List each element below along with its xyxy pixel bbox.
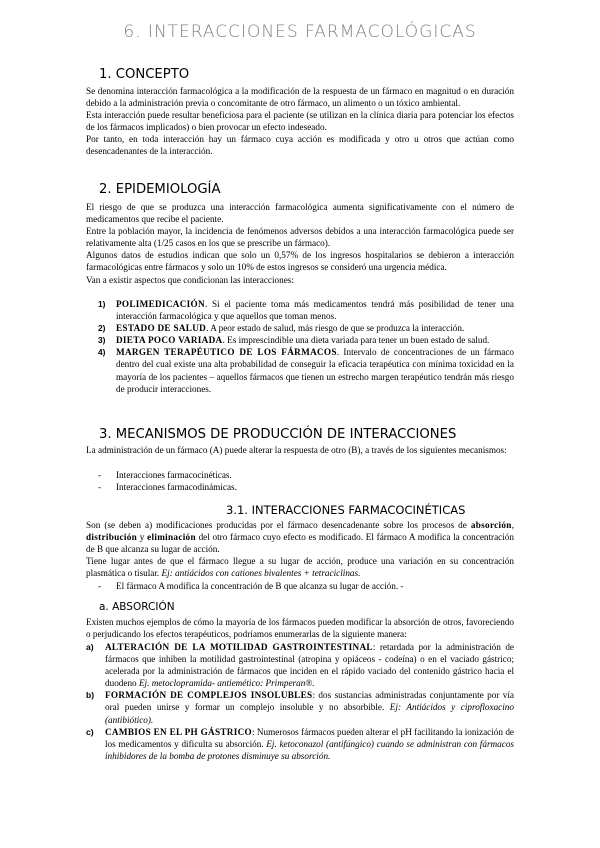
list-term: FORMACIÓN DE COMPLEJOS INSOLUBLES: [105, 690, 313, 701]
bullet-item: [86, 580, 514, 592]
text-run: Son (se deben a) modificaciones producidas por el fármaco desencadenante sobre los procesos de: [86, 520, 471, 530]
list-text: . Si el paciente toma más medicamentos tendrá más posibilidad de tener una interacción farmacológica y que aquellos que toman menos.: [116, 299, 514, 322]
list-text: . Intervalo de concentraciones de un fármaco dentro del cual existe una alta probabilidad de conseguir la eficacia terapéutica con mínima toxicidad en la mayoría de los pacientes – aquellos fármacos que tienen un estrecho margen terapéutico tendrán más riesgo de producir interacciones.: [116, 347, 514, 394]
paragraph: Existen muchos ejemplos de cómo la mayoría de los fármacos pueden modificar la absorción de otros, favoreciendo o perjudicando los efectos terapéuticos, podríamos enumerarlas de la siguiente manera:: [86, 617, 514, 640]
paragraph: Por tanto, en toda interacción hay un fármaco cuya acción es modificada y otro u otros que actúan como desencadenantes de la interacción.: [86, 134, 514, 157]
bullet-item: [86, 481, 514, 493]
example-text: Ej: antiácidos con cationes bivalentes + tetraciclinas.: [161, 568, 361, 579]
dash-glyph: -: [98, 482, 102, 493]
absorcion-list: [86, 641, 514, 762]
text-run: del otro fármaco cuyo efecto es modificado. El fármaco A modifica la concentración de B que alcanza su lugar de acción.: [86, 532, 514, 555]
section-concepto-body: [86, 85, 514, 158]
bullet-item: [86, 469, 514, 481]
mechanisms-list: [86, 469, 514, 493]
list-item: [86, 726, 514, 762]
section-heading-concepto: 1. CONCEPTO: [99, 67, 190, 82]
paragraph: Van a existir aspectos que condicionan las interacciones:: [86, 274, 294, 285]
list-text: . A peor estado de salud, más riesgo de que se produzca la interacción.: [206, 323, 465, 334]
list-term: MARGEN TERAPÉUTICO DE LOS FÁRMACOS: [116, 347, 337, 358]
dash-glyph: -: [98, 581, 102, 591]
list-item: [86, 334, 514, 346]
list-text: . Es imprescindible una dieta variada para tener un buen estado de salud.: [222, 335, 490, 346]
paragraph: La administración de un fármaco (A) puede alterar la respuesta de otro (B), a través de los siguientes mecanismos:: [86, 445, 507, 455]
subsection-heading-farmacocineticas: 3.1. INTERACCIONES FARMACOCINÉTICAS: [226, 503, 466, 517]
section-heading-epidemiologia: 2. EPIDEMIOLOGÍA: [99, 182, 221, 197]
list-term: DIETA POCO VARIADA: [116, 335, 223, 346]
text-run: Tiene lugar antes de que el fármaco llegue a su lugar de acción, produce una variación en su concentración plasmática o tisular.: [86, 556, 514, 579]
bullet-text: Interacciones farmacocinéticas.: [116, 470, 232, 480]
subsubsection-heading-absorcion: a. ABSORCIÓN: [99, 601, 175, 613]
list-term: CAMBIOS EN EL PH GÁSTRICO: [105, 726, 252, 737]
section-mecanismos-body: [86, 444, 514, 456]
list-number: 4): [98, 347, 106, 358]
paragraph: Se denomina interacción farmacológica a la modificación de la respuesta de un fármaco en magnitud o en duración debido a la administración previa o concomitante de otro fármaco, un alimento o un tóxico ambiental.: [86, 86, 514, 109]
list-term: POLIMEDICACIÓN: [116, 299, 205, 309]
farmacocineticas-bullets: [86, 580, 514, 592]
list-item: [86, 322, 514, 334]
text-run: y: [137, 532, 148, 543]
bullet-text: El fármaco A modifica la concentración de B que alcanza su lugar de acción. -: [116, 581, 404, 591]
list-letter: b): [86, 690, 95, 701]
section-epidemiologia-body: [86, 201, 514, 286]
paragraph: El riesgo de que se produzca una interacción farmacológica aumenta significativamente con el número de medicamentos que recibe el paciente.: [86, 202, 514, 225]
example-text: Ej. ketoconazol (antifúngico) cuando se administran con fármacos inhibidores de la bomba de protones disminuye su absorción.: [105, 738, 514, 761]
paragraph: Entre la población mayor, la incidencia de fenómenos adversos debidos a una interacción farmacológica puede ser relativamente alta (1/25 casos en los que se prescribe un fármaco).: [86, 226, 514, 249]
paragraph: [86, 519, 514, 555]
bullet-text: Interacciones farmacodinámicas.: [116, 482, 237, 493]
section-heading-mecanismos: 3. MECANISMOS DE PRODUCCIÓN DE INTERACCIONES: [99, 427, 457, 442]
list-text: : dos sustancias administradas conjuntamente por vía oral pueden unirse y formar un complejo insoluble y no absorbible.: [105, 690, 515, 713]
paragraph: Esta interacción puede resultar beneficiosa para el paciente (se utilizan en la clínica diaria para potenciar los efectos de los fármacos implicados) o bien provocar un efecto indeseado.: [86, 110, 514, 133]
list-item: [86, 689, 514, 725]
list-term: ESTADO DE SALUD: [116, 323, 207, 334]
bold-term: eliminación: [147, 532, 196, 543]
list-number: 3): [98, 335, 106, 346]
dash-glyph: -: [98, 470, 102, 480]
paragraph: [86, 555, 514, 579]
list-item: [86, 641, 514, 689]
document-title: 6. INTERACCIONES FARMACOLÓGICAS: [123, 22, 477, 42]
list-letter: c): [86, 726, 94, 737]
list-item: [86, 298, 514, 322]
list-number: 2): [98, 323, 106, 334]
text-run: ,: [511, 520, 514, 530]
list-number: 1): [98, 299, 106, 309]
list-text: : Numerosos fármacos pueden alterar el pH facilitando la ionización de los medicamentos y dificulta su absorción.: [105, 726, 514, 749]
list-term: ALTERACIÓN DE LA MOTILIDAD GASTROINTESTINAL: [105, 642, 373, 652]
absorcion-body: [86, 616, 514, 640]
paragraph: Algunos datos de estudios indican que solo un 0,57% de los ingresos hospitalarios se debieron a interacción farmacológicas entre fármacos y solo un 10% de estos ingresos se consideró una urgencia médica.: [86, 250, 514, 273]
aspects-list: [86, 298, 514, 395]
example-text: Ej. metoclopramida- antiemético: Primperan®.: [138, 678, 315, 689]
example-text: Ej: Antiácidos y ciprofloxacino (antibiótico).: [105, 702, 514, 725]
bold-term: absorción: [470, 520, 512, 530]
bold-term: distribución: [86, 532, 138, 543]
list-item: [86, 346, 514, 394]
list-text: : retardada por la administración de fármacos que inhiben la motilidad gastrointestinal (atropina y opiáceos - codeína) o en el vaciado gástrico; acelerada por la administración de fármacos que inciden en el rápido vaciado del contenido gástrico hacia el duodeno: [105, 642, 514, 689]
subsection-farmacocineticas-body: [86, 519, 514, 579]
list-letter: a): [86, 642, 94, 652]
